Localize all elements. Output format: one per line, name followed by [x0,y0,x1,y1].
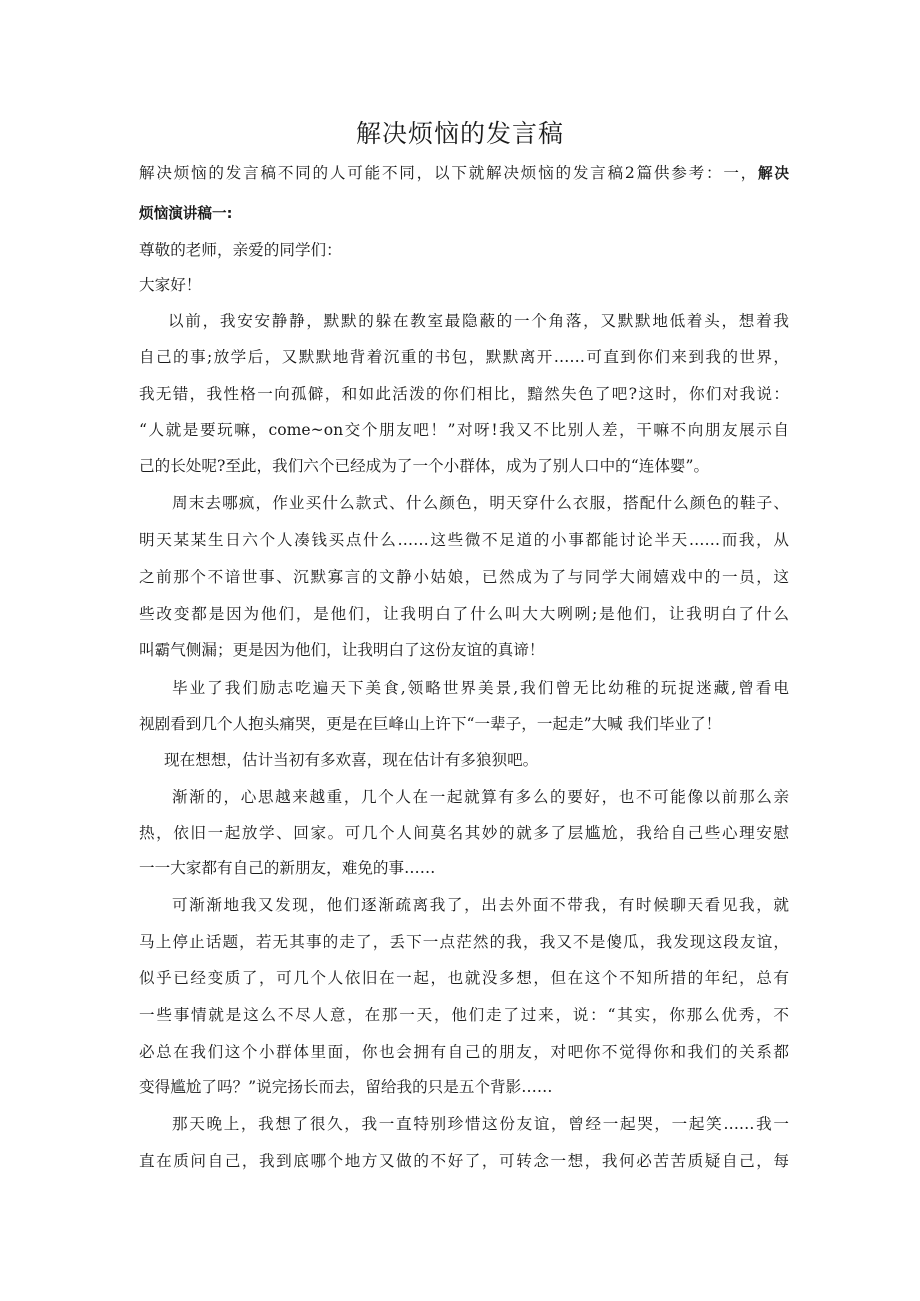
paragraph-line: 可渐渐地我又发现，他们逐渐疏离我了，出去外面不带我，有时候聊天看见我，就 [172,896,789,914]
paragraph-line: 那天晚上，我想了很久，我一直特别珍惜这份友谊，曾经一起哭，一起笑……我一 [172,1115,789,1133]
paragraph-line: 己的长处呢?至此，我们六个已经成为了一个小群体，成为了别人口中的“连体婴”。 [139,457,710,475]
paragraph-line: 直在质问自己，我到底哪个地方又做的不好了，可转念一想，我何必苦苦质疑自己，每 [139,1152,789,1170]
salutation: 尊敬的老师，亲爱的同学们： [139,241,342,259]
paragraph-line: 叫霸气侧漏；更是因为他们，让我明白了这份友谊的真谛！ [139,641,545,659]
paragraph-line: 我无错，我性格一向孤僻，和如此活泼的你们相比，黯然失色了吧?这时，你们对我说： [139,385,789,403]
paragraph-line: 之前那个不谙世事、沉默寡言的文静小姑娘，已然成为了与同学大闹嬉戏中的一员，这 [139,568,789,586]
greeting: 大家好！ [139,276,202,294]
paragraph-line: 似乎已经变质了，可几个人依旧在一起，也就没多想，但在这个不知所措的年纪，总有 [139,969,789,987]
paragraph-line: 些改变都是因为他们，是他们，让我明白了什么叫大大咧咧;是他们，让我明白了什么 [139,605,789,623]
paragraph-line: 明天某某生日六个人凑钱买点什么……这些微不足道的小事都能讨论半天……而我，从 [139,531,789,549]
paragraph-line: 视剧看到几个人抱头痛哭，更是在巨峰山上许下“一辈子，一起走”大喊 我们毕业了！ [139,715,722,733]
paragraph-line: 一一大家都有自己的新朋友，难免的事…… [139,859,436,877]
paragraph-line: 毕业了我们励志吃遍天下美食,领略世界美景,我们曾无比幼稚的玩捉迷藏,曾看电 [172,679,789,697]
paragraph-line: 以前，我安安静静，默默的躲在教室最隐蔽的一个角落，又默默地低着头，想着我 [168,312,789,330]
paragraph-line: “人就是要玩嘛，come~on交个朋友吧！”对呀!我又不比别人差，干嘛不向朋友展示自 [139,421,789,439]
paragraph-line: 周末去哪疯，作业买什么款式、什么颜色，明天穿什么衣服，搭配什么颜色的鞋子、 [172,494,789,512]
intro-bold-text: 解决 [758,165,789,182]
paragraph-line: 热，依旧一起放学、回家。可几个人间莫名其妙的就多了层尴尬，我给自己些心理安慰 [139,824,789,842]
paragraph-line: 现在想想，估计当初有多欢喜，现在估计有多狼狈吧。 [164,751,539,769]
paragraph-line: 马上停止话题，若无其事的走了，丢下一点茫然的我，我又不是傻瓜，我发现这段友谊， [139,933,789,951]
paragraph-line: 自己的事;放学后，又默默地背着沉重的书包，默默离开……可直到你们来到我的世界， [139,348,789,366]
paragraph-line: 必总在我们这个小群体里面，你也会拥有自己的朋友，对吧你不觉得你和我们的关系都 [139,1043,789,1061]
document-title: 解决烦恼的发言稿 [355,119,564,148]
paragraph-line: 变得尴尬了吗？”说完扬长而去，留给我的只是五个背影…… [139,1078,553,1096]
paragraph-line: 一些事情就是这么不尽人意，在那一天，他们走了过来，说：“其实，你那么优秀，不 [139,1006,789,1024]
intro-text: 解决烦恼的发言稿不同的人可能不同，以下就解决烦恼的发言稿2篇供参考：一， [139,164,759,182]
intro-line-1 [139,161,789,183]
intro-line-2 [139,202,789,223]
paragraph-line: 渐渐的，心思越来越重，几个人在一起就算有多么的要好，也不可能像以前那么亲 [172,788,789,806]
speech-heading: 烦恼演讲稿一: [139,205,233,222]
